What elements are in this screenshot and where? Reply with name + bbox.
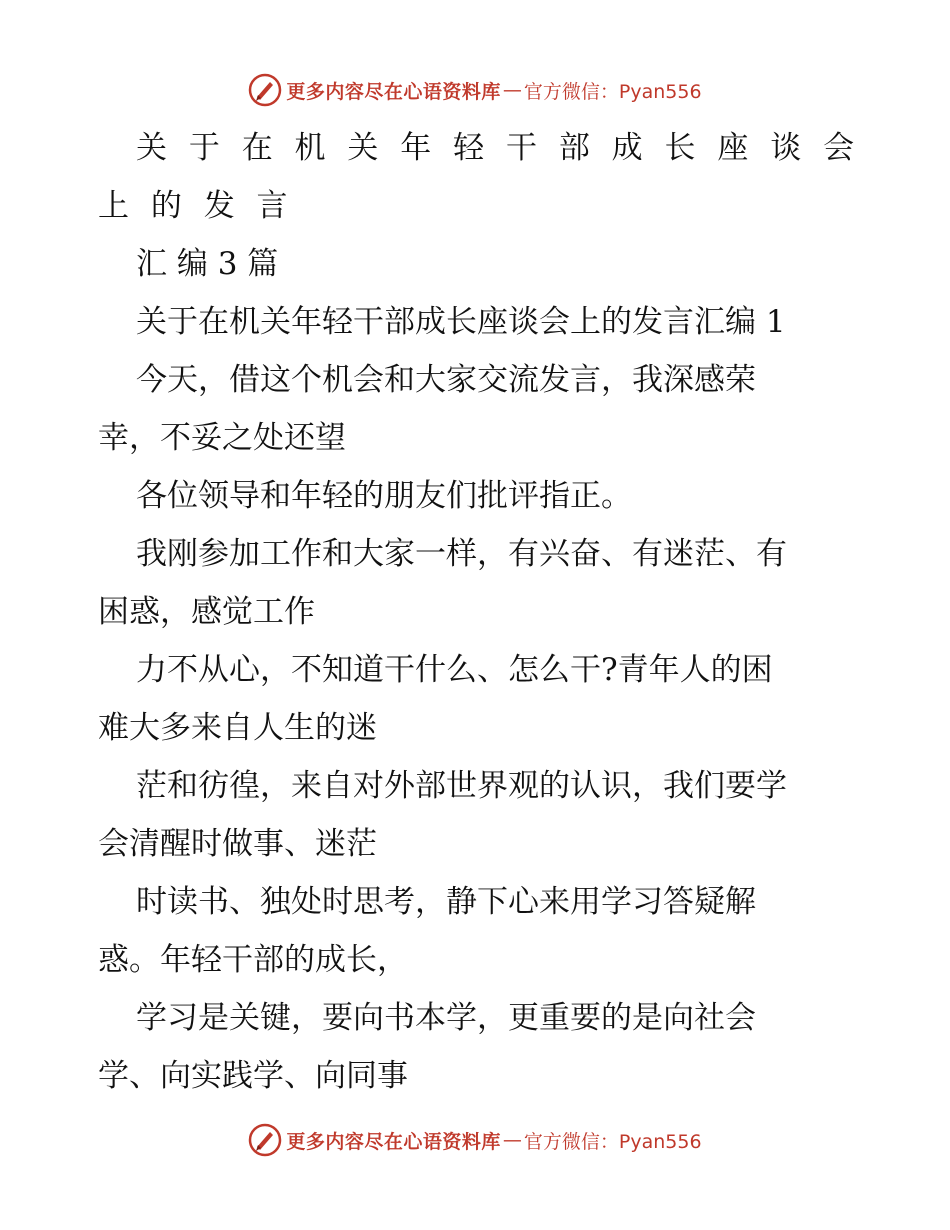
banner-text: 更多内容尽在心语资料库 (286, 1130, 501, 1153)
paragraph-line: 关于在机关年轻干部成长座谈会上的发言汇编 1 (136, 304, 786, 340)
paragraph-line: 学、向实践学、向同事 (98, 1058, 408, 1094)
paragraph-line: 时读书、独处时思考，静下心来用学习答疑解 (136, 884, 756, 920)
pen-logo-icon (248, 1123, 282, 1157)
paragraph-line: 会清醒时做事、迷茫 (98, 826, 377, 862)
paragraph-line: 力不从心，不知道干什么、怎么干?青年人的困 (136, 652, 773, 688)
paragraph-line: 茫和彷徨，来自对外部世界观的认识，我们要学 (136, 768, 787, 804)
paragraph-line: 今天，借这个机会和大家交流发言，我深感荣 (136, 362, 756, 398)
title-line-2: 上 的 发 言 (98, 188, 294, 224)
banner-separator: — (502, 1129, 522, 1151)
pen-logo-icon (248, 73, 282, 107)
title-line-1: 关 于 在 机 关 年 轻 干 部 成 长 座 谈 会 (136, 130, 861, 166)
banner-wechat: 官方微信：Pyan556 (523, 80, 702, 103)
header-banner (0, 70, 950, 110)
paragraph-line: 各位领导和年轻的朋友们批评指正。 (136, 478, 632, 514)
paragraph-line: 难大多来自人生的迷 (98, 710, 377, 746)
banner-wechat: 官方微信：Pyan556 (523, 1130, 702, 1153)
paragraph-line: 学习是关键，要向书本学，更重要的是向社会 (136, 1000, 756, 1036)
banner-separator: — (502, 79, 522, 101)
subtitle: 汇 编 3 篇 (136, 246, 279, 282)
footer-banner (0, 1120, 950, 1160)
banner-text: 更多内容尽在心语资料库 (286, 80, 501, 103)
paragraph-line: 惑。年轻干部的成长， (98, 942, 408, 978)
paragraph-line: 我刚参加工作和大家一样，有兴奋、有迷茫、有 (136, 536, 787, 572)
paragraph-line: 幸，不妥之处还望 (98, 420, 346, 456)
paragraph-line: 困惑，感觉工作 (98, 594, 315, 630)
